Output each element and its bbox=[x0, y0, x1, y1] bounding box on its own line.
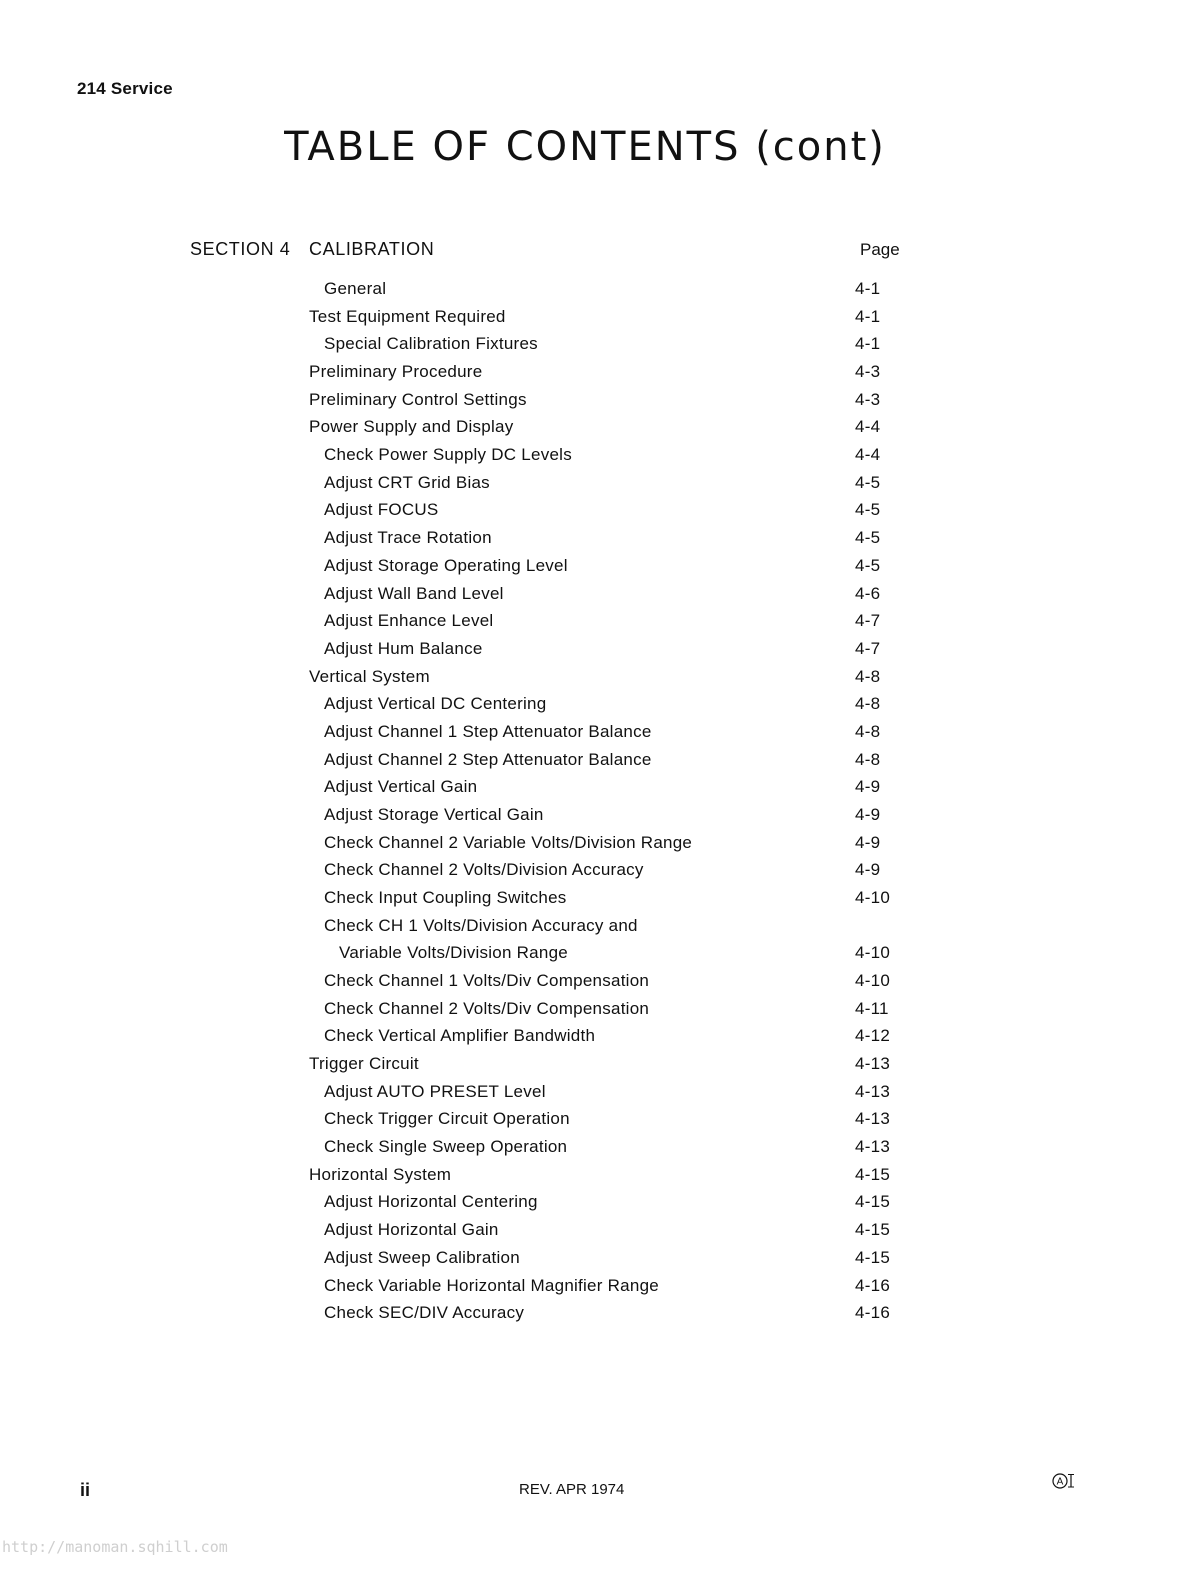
toc-entry-title: Adjust FOCUS bbox=[324, 500, 439, 520]
toc-entry-title: Adjust Channel 1 Step Attenuator Balance bbox=[324, 721, 652, 741]
toc-entry-title: Check Channel 2 Volts/Division Accuracy bbox=[324, 860, 644, 880]
toc-entry bbox=[0, 777, 1200, 804]
toc-entry-title: Check CH 1 Volts/Division Accuracy and bbox=[324, 915, 638, 935]
toc-entry-title: Adjust Storage Vertical Gain bbox=[324, 804, 544, 824]
toc-entry-title: Check Power Supply DC Levels bbox=[324, 445, 572, 465]
toc-entry-title: Check Channel 1 Volts/Div Compensation bbox=[324, 971, 650, 990]
toc-entry-page: 4-12 bbox=[855, 1026, 891, 1046]
toc-entry bbox=[0, 943, 1200, 970]
toc-entry-title: General bbox=[324, 279, 387, 298]
toc-entry-title: Adjust CRT Grid Bias bbox=[324, 472, 490, 492]
toc-entry bbox=[0, 750, 1200, 777]
toc-entry-page: 4-7 bbox=[855, 611, 881, 631]
svg-text:A: A bbox=[1056, 1476, 1064, 1488]
toc-entry-page: 4-9 bbox=[855, 860, 881, 880]
toc-entry-title: Check SEC/DIV Accuracy bbox=[324, 1303, 525, 1323]
toc-entry bbox=[0, 1026, 1200, 1053]
toc-entry-title: Preliminary Control Settings bbox=[309, 389, 527, 409]
toc-entry bbox=[0, 279, 1200, 306]
toc-entry-title: Check Channel 2 Variable Volts/Division Range bbox=[324, 832, 693, 852]
toc-entry-page: 4-4 bbox=[855, 417, 881, 437]
toc-entry-title: Vertical System bbox=[309, 666, 430, 686]
toc-entry-page: 4-9 bbox=[855, 777, 881, 797]
document-header: 214 Service bbox=[77, 79, 173, 98]
toc-entry-title: Adjust Hum Balance bbox=[324, 638, 483, 658]
toc-entry bbox=[0, 694, 1200, 721]
toc-entry bbox=[0, 1109, 1200, 1136]
toc-entry-page: 4-15 bbox=[855, 1164, 891, 1184]
page-column-heading: Page bbox=[860, 240, 900, 259]
toc-entry-page: 4-10 bbox=[855, 943, 891, 963]
toc-entry-title: Check Vertical Amplifier Bandwidth bbox=[324, 1026, 596, 1046]
toc-entry bbox=[0, 833, 1200, 860]
toc-entry bbox=[0, 971, 1200, 998]
toc-entry-title: Adjust Enhance Level bbox=[324, 611, 494, 631]
toc-entry-title: Variable Volts/Division Range bbox=[339, 943, 568, 963]
toc-entry bbox=[0, 362, 1200, 389]
toc-entry-title: Adjust AUTO PRESET Level bbox=[324, 1081, 546, 1101]
section-title: CALIBRATION bbox=[309, 239, 435, 259]
toc-entry bbox=[0, 500, 1200, 527]
toc-entry-page: 4-10 bbox=[855, 971, 891, 990]
toc-entry-title: Preliminary Procedure bbox=[309, 362, 483, 381]
toc-entry bbox=[0, 860, 1200, 887]
toc-entry bbox=[0, 1192, 1200, 1219]
toc-entry-title: Adjust Horizontal Centering bbox=[324, 1192, 538, 1212]
toc-entry bbox=[0, 888, 1200, 915]
toc-entry bbox=[0, 584, 1200, 611]
toc-entry bbox=[0, 1165, 1200, 1192]
toc-entry-page: 4-15 bbox=[855, 1192, 891, 1212]
toc-entry bbox=[0, 639, 1200, 666]
toc-entry bbox=[0, 999, 1200, 1026]
toc-entry-page: 4-1 bbox=[855, 279, 881, 298]
toc-entry-title: Check Input Coupling Switches bbox=[324, 888, 567, 907]
toc-entry bbox=[0, 1248, 1200, 1275]
toc-entry-title: Adjust Horizontal Gain bbox=[324, 1220, 499, 1240]
toc-entry-title: Trigger Circuit bbox=[309, 1054, 419, 1073]
toc-entry-title: Adjust Wall Band Level bbox=[324, 583, 504, 603]
toc-entry-page: 4-13 bbox=[855, 1137, 891, 1157]
page-title: TABLE OF CONTENTS (cont) bbox=[284, 124, 886, 170]
toc-entry bbox=[0, 390, 1200, 417]
toc-entry-page: 4-4 bbox=[855, 445, 881, 465]
toc-entry-title: Adjust Trace Rotation bbox=[324, 528, 492, 548]
toc-entry-title: Adjust Sweep Calibration bbox=[324, 1247, 520, 1267]
section-number: SECTION 4 bbox=[190, 239, 291, 259]
toc-entry-page: 4-8 bbox=[855, 749, 881, 769]
source-watermark: http://manoman.sqhill.com bbox=[2, 1538, 228, 1556]
toc-entry-page: 4-6 bbox=[855, 583, 881, 603]
toc-entry bbox=[0, 556, 1200, 583]
toc-entry-title: Power Supply and Display bbox=[309, 417, 514, 437]
toc-entry-title: Adjust Channel 2 Step Attenuator Balance bbox=[324, 749, 652, 769]
toc-entry-title: Check Single Sweep Operation bbox=[324, 1137, 568, 1157]
toc-entry bbox=[0, 1054, 1200, 1081]
toc-entry-title: Check Trigger Circuit Operation bbox=[324, 1109, 570, 1129]
toc-entry-title: Horizontal System bbox=[309, 1164, 452, 1184]
toc-entry-title: Special Calibration Fixtures bbox=[324, 334, 538, 354]
toc-entry-page: 4-5 bbox=[855, 528, 881, 548]
toc-entry-page: 4-13 bbox=[855, 1054, 891, 1073]
toc-entry bbox=[0, 667, 1200, 694]
toc-entry-page: 4-10 bbox=[855, 888, 891, 907]
toc-entry-title: Test Equipment Required bbox=[309, 306, 506, 326]
toc-entry bbox=[0, 1303, 1200, 1330]
toc-entry-page: 4-13 bbox=[855, 1081, 891, 1101]
toc-entry bbox=[0, 916, 1200, 943]
toc-entry bbox=[0, 473, 1200, 500]
toc-entry-page: 4-5 bbox=[855, 500, 881, 520]
toc-entry bbox=[0, 1082, 1200, 1109]
toc-entry bbox=[0, 307, 1200, 334]
toc-entry-title: Adjust Storage Operating Level bbox=[324, 555, 568, 575]
toc-entry bbox=[0, 805, 1200, 832]
revision-date: REV. APR 1974 bbox=[519, 1481, 625, 1498]
toc-entry bbox=[0, 1220, 1200, 1247]
toc-entry bbox=[0, 1276, 1200, 1303]
toc-entry-page: 4-16 bbox=[855, 1275, 891, 1295]
toc-entry-page: 4-15 bbox=[855, 1220, 891, 1240]
toc-entry bbox=[0, 445, 1200, 472]
toc-entry-page: 4-15 bbox=[855, 1247, 891, 1267]
toc-entry-title: Adjust Vertical DC Centering bbox=[324, 694, 547, 714]
toc-entry-page: 4-9 bbox=[855, 804, 881, 824]
toc-entry-title: Check Channel 2 Volts/Div Compensation bbox=[324, 998, 650, 1018]
toc-entry-page: 4-7 bbox=[855, 638, 881, 658]
toc-entry bbox=[0, 417, 1200, 444]
toc-entry-page: 4-5 bbox=[855, 472, 881, 492]
toc-entry-page: 4-8 bbox=[855, 666, 881, 686]
toc-entry bbox=[0, 528, 1200, 555]
toc-entry-page: 4-3 bbox=[855, 389, 881, 409]
toc-entry-page: 4-1 bbox=[855, 334, 881, 354]
toc-entry-page: 4-5 bbox=[855, 555, 881, 575]
toc-entry-title: Check Variable Horizontal Magnifier Range bbox=[324, 1275, 659, 1295]
toc-entry-page: 4-3 bbox=[855, 362, 881, 381]
toc-entry bbox=[0, 334, 1200, 361]
toc-entry-page: 4-8 bbox=[855, 721, 881, 741]
page-number: ii bbox=[80, 1480, 91, 1500]
toc-entry-page: 4-8 bbox=[855, 694, 881, 714]
toc-entry bbox=[0, 722, 1200, 749]
toc-entry bbox=[0, 611, 1200, 638]
revision-mark-icon bbox=[1052, 1472, 1078, 1490]
toc-entry-page: 4-11 bbox=[855, 998, 889, 1018]
toc-entry-page: 4-16 bbox=[855, 1303, 891, 1323]
toc-entry bbox=[0, 1137, 1200, 1164]
toc-entry-page: 4-13 bbox=[855, 1109, 891, 1129]
toc-entry-title: Adjust Vertical Gain bbox=[324, 777, 478, 797]
toc-entry-page: 4-1 bbox=[855, 306, 881, 326]
toc-entry-page: 4-9 bbox=[855, 832, 881, 852]
